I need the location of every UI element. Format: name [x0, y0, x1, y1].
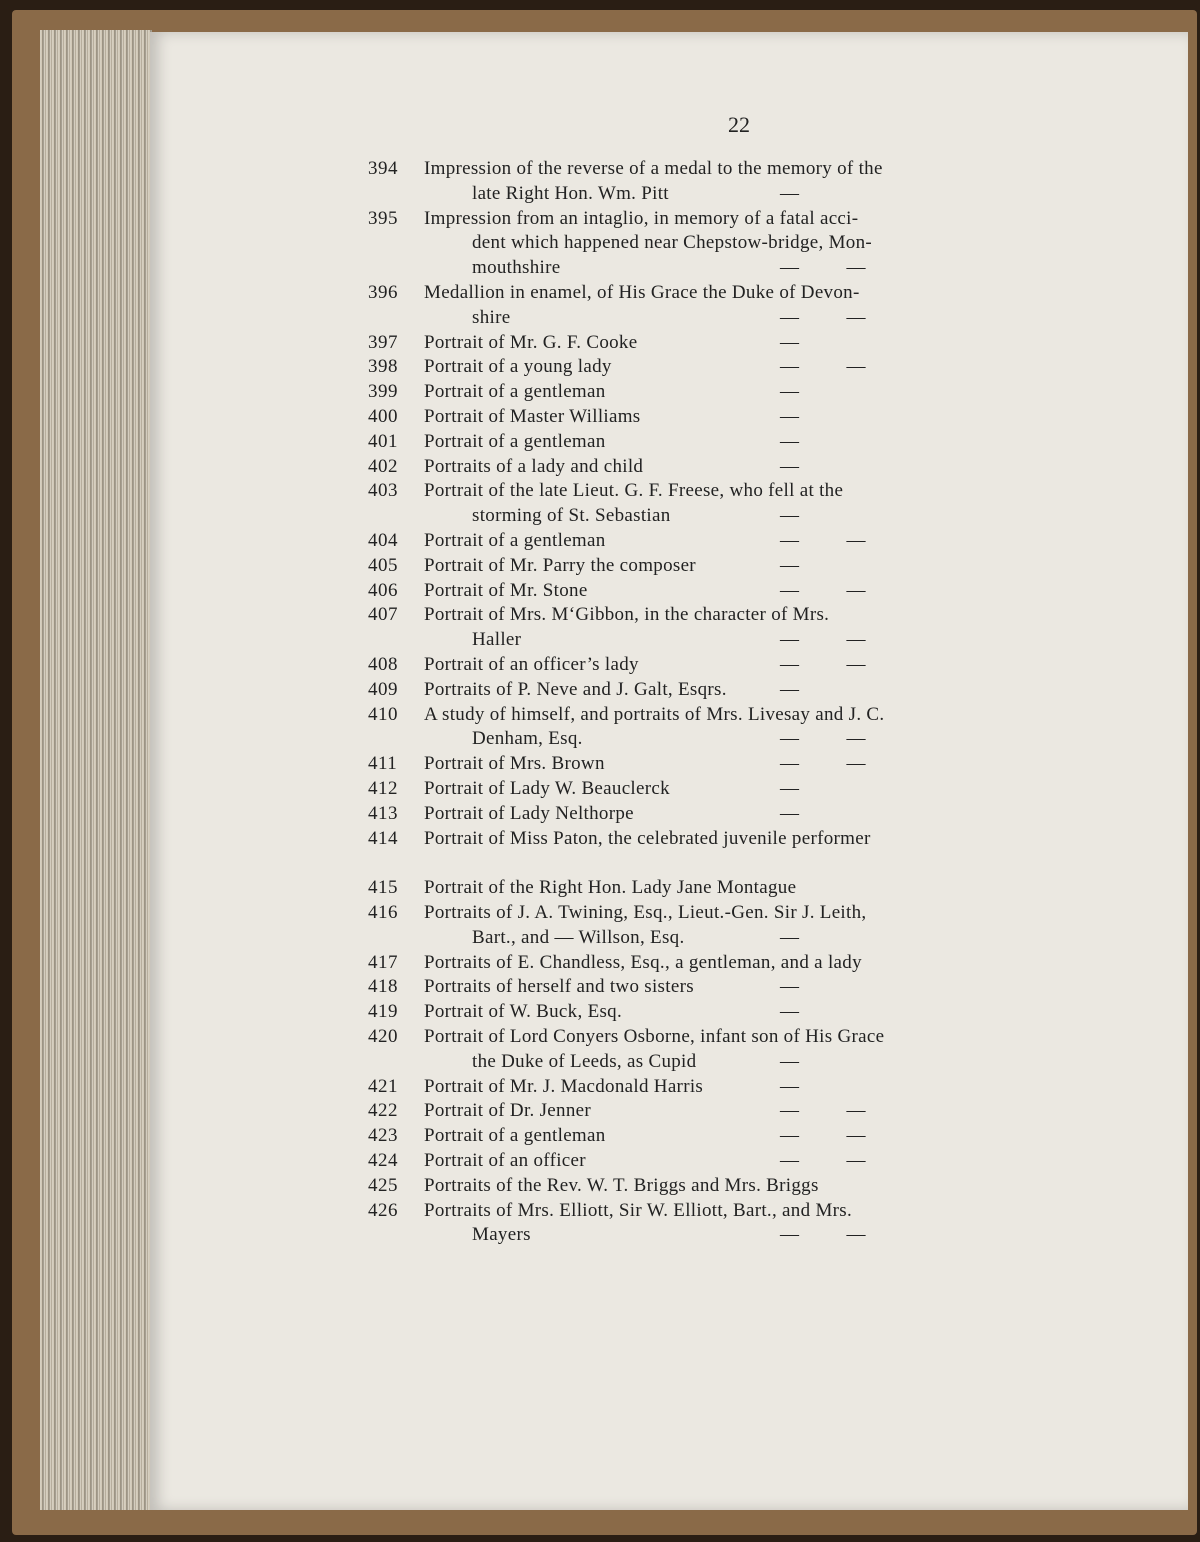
leader-dashes: — — [780, 976, 799, 998]
entry-title: Portrait of an officer’s lady — [424, 654, 639, 675]
entry-number: 415 — [368, 877, 398, 899]
entry-title-continued: shire — [472, 306, 511, 328]
entry-number: 424 — [368, 1150, 398, 1171]
entry-title: Portrait of the late Lieut. G. F. Freese, who fell at the — [424, 480, 844, 502]
entry-number: 426 — [368, 1199, 398, 1221]
leader-dashes: — — [780, 182, 799, 204]
entry-title: Portrait of Lord Conyers Osborne, infant son of His Grace — [424, 1026, 885, 1047]
entry-title: Portrait of Mr. Parry the composer — [424, 554, 696, 576]
entry-title: Portrait of Mr. G. F. Cooke — [424, 331, 638, 353]
entry-title-continued: Haller — [472, 629, 522, 651]
leader-dashes: — — — [780, 728, 866, 750]
leader-dashes: — — [780, 455, 799, 477]
entry-title: Impression from an intaglio, in memory of a fatal acci- — [424, 207, 859, 229]
entry-title: Portrait of a gentleman — [424, 1125, 606, 1147]
entry-title-continued: mouthshire — [472, 257, 561, 279]
entry-title: Portrait of Miss Paton, the celebrated juvenile performer — [424, 827, 871, 849]
leader-dashes: — — [780, 1050, 799, 1072]
entry-title: Portraits of E. Chandless, Esq., a gentleman, and a lady — [424, 951, 862, 973]
entry-number: 405 — [368, 554, 398, 576]
entry-title: Portraits of P. Neve and J. Galt, Esqrs. — [424, 678, 727, 700]
entry-title: Portrait of a young lady — [424, 356, 612, 378]
leader-dashes: — — — [780, 257, 866, 279]
leader-dashes: — — — [780, 654, 866, 675]
entry-number: 418 — [368, 976, 398, 998]
leader-dashes: — — [780, 430, 799, 452]
entry-number: 419 — [368, 1001, 398, 1023]
entry-number: 407 — [368, 604, 398, 626]
leader-dashes: — — — [780, 1125, 866, 1147]
entry-title: Portrait of Mrs. Brown — [424, 753, 605, 775]
entry-title: Impression of the reverse of a medal to the memory of the — [424, 158, 883, 179]
leader-dashes: — — [780, 554, 799, 576]
entry-number: 395 — [368, 207, 398, 229]
leader-dashes: — — — [780, 356, 866, 378]
leader-dashes: — — — [780, 579, 866, 601]
entry-title: Medallion in enamel, of His Grace the Duke of Devon- — [424, 282, 860, 303]
leader-dashes: — — [780, 406, 799, 427]
entry-number: 403 — [368, 480, 398, 502]
entry-title-continued: the Duke of Leeds, as Cupid — [472, 1050, 697, 1072]
entry-title: Portrait of the Right Hon. Lady Jane Montague — [424, 877, 797, 899]
leader-dashes: — — — [780, 1224, 866, 1246]
entry-number: 417 — [368, 951, 398, 973]
entry-number: 413 — [368, 802, 398, 824]
entry-number: 406 — [368, 579, 398, 601]
entry-title-continued: late Right Hon. Wm. Pitt — [472, 182, 669, 204]
leader-dashes: — — — [780, 1150, 866, 1171]
entry-number: 397 — [368, 331, 398, 353]
entry-number: 396 — [368, 282, 398, 303]
leader-dashes: — — — [780, 1100, 866, 1122]
entry-number: 409 — [368, 678, 398, 700]
entry-title: Portrait of Mr. Stone — [424, 579, 588, 601]
leader-dashes: — — [780, 1075, 799, 1097]
entry-number: 420 — [368, 1026, 398, 1047]
entry-title: Portraits of a lady and child — [424, 455, 644, 477]
page-number: 22 — [728, 112, 750, 137]
entry-title: Portrait of W. Buck, Esq. — [424, 1001, 623, 1023]
leader-dashes: — — — [780, 306, 866, 328]
entry-title-continued: dent which happened near Chepstow-bridge, Mon- — [472, 232, 873, 254]
entry-number: 411 — [368, 753, 398, 775]
entry-title-continued: Denham, Esq. — [472, 728, 583, 750]
entry-number: 394 — [368, 158, 398, 179]
leader-dashes: — — [780, 802, 799, 824]
entry-number: 404 — [368, 530, 398, 551]
entry-number: 423 — [368, 1125, 398, 1147]
leader-dashes: — — [780, 926, 799, 948]
entry-number: 421 — [368, 1075, 398, 1097]
entry-title: Portraits of the Rev. W. T. Briggs and Mrs. Briggs — [424, 1174, 819, 1196]
entry-number: 408 — [368, 654, 398, 675]
leader-dashes: — — [780, 381, 799, 403]
entry-title-continued: Bart., and — Willson, Esq. — [472, 926, 685, 948]
leader-dashes: — — [780, 678, 799, 700]
entry-number: 400 — [368, 406, 398, 427]
page-edges — [40, 30, 152, 1510]
entry-number: 416 — [368, 902, 398, 923]
entry-title: Portrait of a gentleman — [424, 381, 606, 403]
entry-number: 422 — [368, 1100, 398, 1122]
leader-dashes: — — [780, 505, 799, 527]
entry-title: Portrait of Dr. Jenner — [424, 1100, 592, 1122]
entry-number: 398 — [368, 356, 398, 378]
leader-dashes: — — — [780, 629, 866, 651]
entry-title: Portrait of Lady W. Beauclerck — [424, 778, 670, 799]
entry-number: 412 — [368, 778, 398, 799]
entry-number: 410 — [368, 703, 398, 725]
entry-title: Portrait of an officer — [424, 1150, 586, 1171]
entry-number: 401 — [368, 430, 398, 452]
entry-title: Portrait of a gentleman — [424, 530, 606, 551]
entry-title: A study of himself, and portraits of Mrs. Livesay and J. C. — [424, 703, 885, 725]
entry-title: Portraits of Mrs. Elliott, Sir W. Elliott, Bart., and Mrs. — [424, 1199, 853, 1221]
entry-title: Portrait of a gentleman — [424, 430, 606, 452]
entry-title-continued: storming of St. Sebastian — [472, 505, 671, 527]
entry-title: Portrait of Mr. J. Macdonald Harris — [424, 1075, 704, 1097]
entry-title: Portrait of Mrs. M‘Gibbon, in the character of Mrs. — [424, 604, 830, 626]
entry-title: Portrait of Master Williams — [424, 406, 641, 427]
entry-number: 425 — [368, 1174, 398, 1196]
entry-number: 402 — [368, 455, 398, 477]
leader-dashes: — — — [780, 753, 866, 775]
leader-dashes: — — [780, 778, 799, 799]
entry-title: Portraits of J. A. Twining, Esq., Lieut.-Gen. Sir J. Leith, — [424, 902, 867, 923]
entry-number: 414 — [368, 827, 398, 849]
entry-title: Portrait of Lady Nelthorpe — [424, 802, 634, 824]
entry-title: Portraits of herself and two sisters — [424, 976, 694, 998]
entry-number: 399 — [368, 381, 398, 403]
leader-dashes: — — — [780, 530, 866, 551]
leader-dashes: — — [780, 331, 799, 353]
entry-title-continued: Mayers — [472, 1224, 531, 1246]
leader-dashes: — — [780, 1001, 799, 1023]
